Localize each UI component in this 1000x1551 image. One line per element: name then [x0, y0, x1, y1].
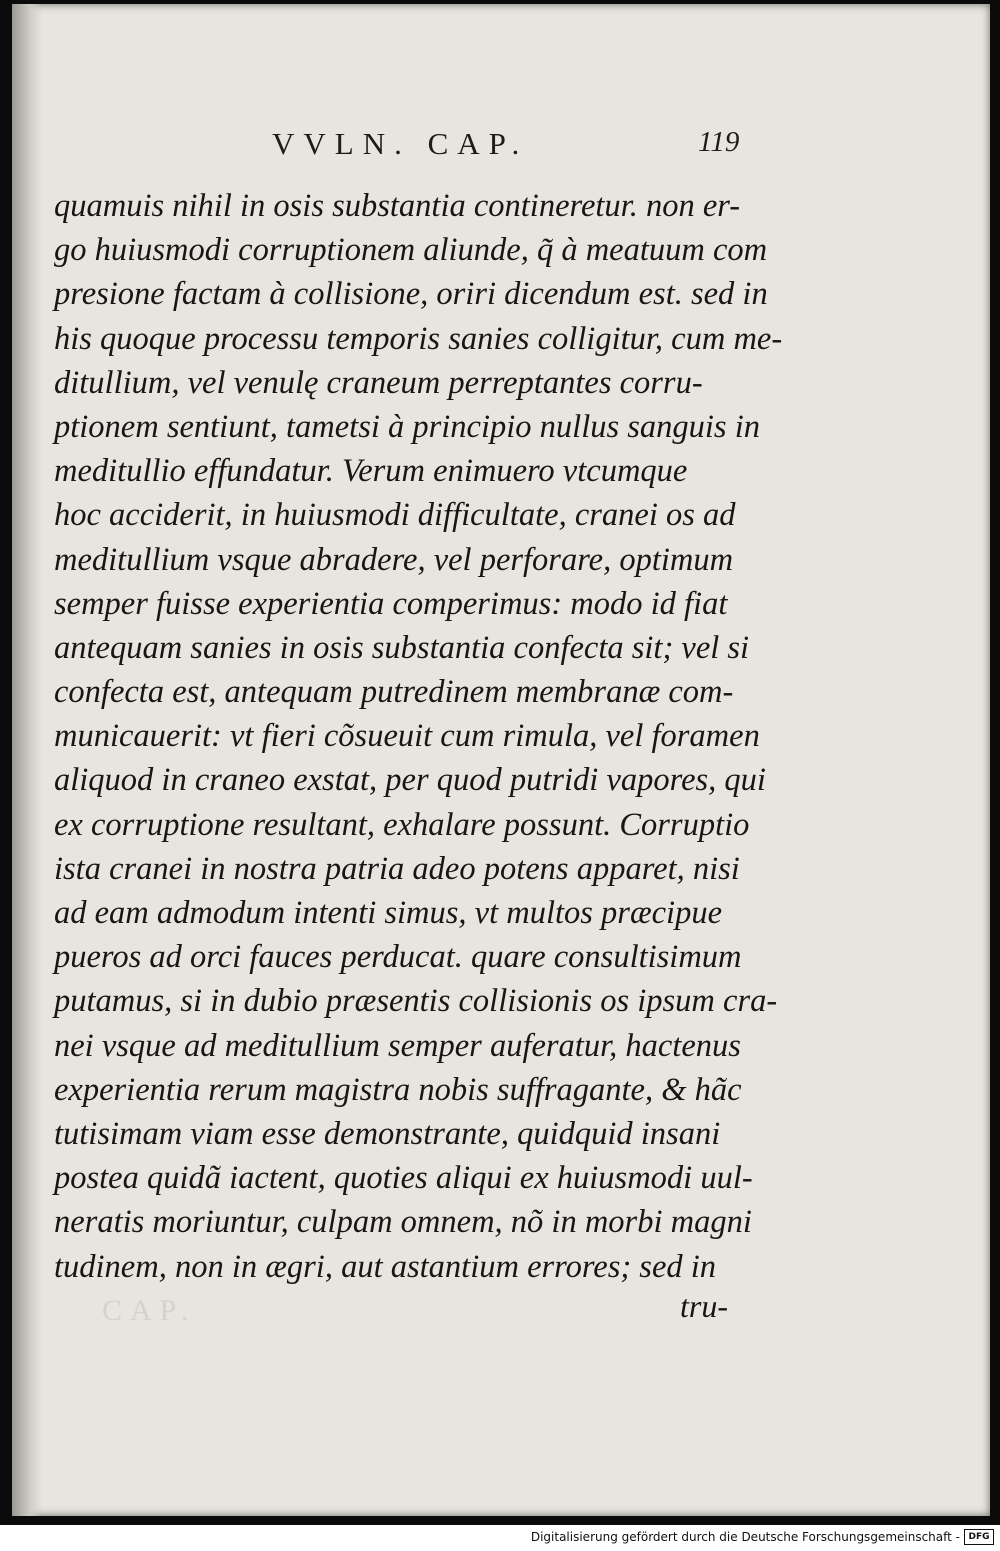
page-gutter-shadow	[12, 4, 42, 1516]
dfg-logo: DFG	[964, 1529, 994, 1545]
text-line: postea quidã iactent, quoties aliqui ex huiusmodi uul-	[54, 1160, 753, 1197]
text-line: ex corruptione resultant, exhalare possunt. Corruptio	[54, 806, 750, 843]
text-line: neratis moriuntur, culpam omnem, nõ in morbi magni	[54, 1204, 752, 1241]
text-line: ptionem sentiunt, tametsi à principio nullus sanguis in	[54, 408, 760, 445]
text-line: antequam sanies in osis substantia confecta sit; vel si	[54, 629, 750, 666]
text-line: putamus, si in dubio præsentis collisionis os ipsum cra-	[54, 983, 778, 1020]
book-page	[12, 4, 990, 1516]
text-line: presione factam à collisione, oriri dicendum est. sed in	[54, 276, 768, 313]
footer-credit: Digitalisierung gefördert durch die Deutsche Forschungsgemeinschaft -	[530, 1530, 960, 1544]
text-line: tutisimam viam esse demonstrante, quidquid insani	[54, 1115, 721, 1152]
text-line: municauerit: vt fieri cõsueuit cum rimula, vel foramen	[54, 718, 760, 755]
page-number: 119	[698, 126, 740, 158]
text-line: experientia rerum magistra nobis suffragante, & hãc	[54, 1071, 742, 1108]
text-line: confecta est, antequam putredinem membranæ com-	[54, 674, 734, 711]
running-head-title: VVLN. CAP.	[272, 126, 529, 161]
text-line: quamuis nihil in osis substantia contineretur. non er-	[54, 188, 741, 224]
text-line: nei vsque ad meditullium semper auferatur, hactenus	[54, 1027, 741, 1064]
text-line: meditullio effundatur. Verum enimuero vtcumque	[54, 453, 688, 490]
bleed-through-text: CAP.	[102, 1294, 197, 1327]
text-line: pueros ad orci fauces perducat. quare consultisimum	[54, 939, 742, 976]
text-line: ditullium, vel venulę craneum perreptantes corru-	[54, 364, 703, 401]
text-line: semper fuisse experientia comperimus: modo id fiat	[54, 585, 728, 622]
running-head	[272, 126, 792, 166]
text-line: meditullium vsque abradere, vel perforare, optimum	[54, 541, 734, 578]
body-text	[54, 184, 794, 1289]
text-line: aliquod in craneo exstat, per quod putridi vapores, qui	[54, 762, 766, 799]
text-line: tudinem, non in ægri, aut astantium errores; sed in	[54, 1248, 717, 1285]
text-line: hoc acciderit, in huiusmodi difficultate, cranei os ad	[54, 497, 736, 534]
text-line: ista cranei in nostra patria adeo potens apparet, nisi	[54, 850, 740, 887]
text-line: ad eam admodum intenti simus, vt multos præcipue	[54, 895, 723, 931]
text-line: go huiusmodi corruptionem aliunde, q̃ à meatuum com	[54, 232, 768, 269]
footer-bar	[0, 1525, 1000, 1551]
text-line: his quoque processu temporis sanies colligitur, cum me-	[54, 320, 783, 357]
catchword: tru-	[680, 1288, 728, 1324]
